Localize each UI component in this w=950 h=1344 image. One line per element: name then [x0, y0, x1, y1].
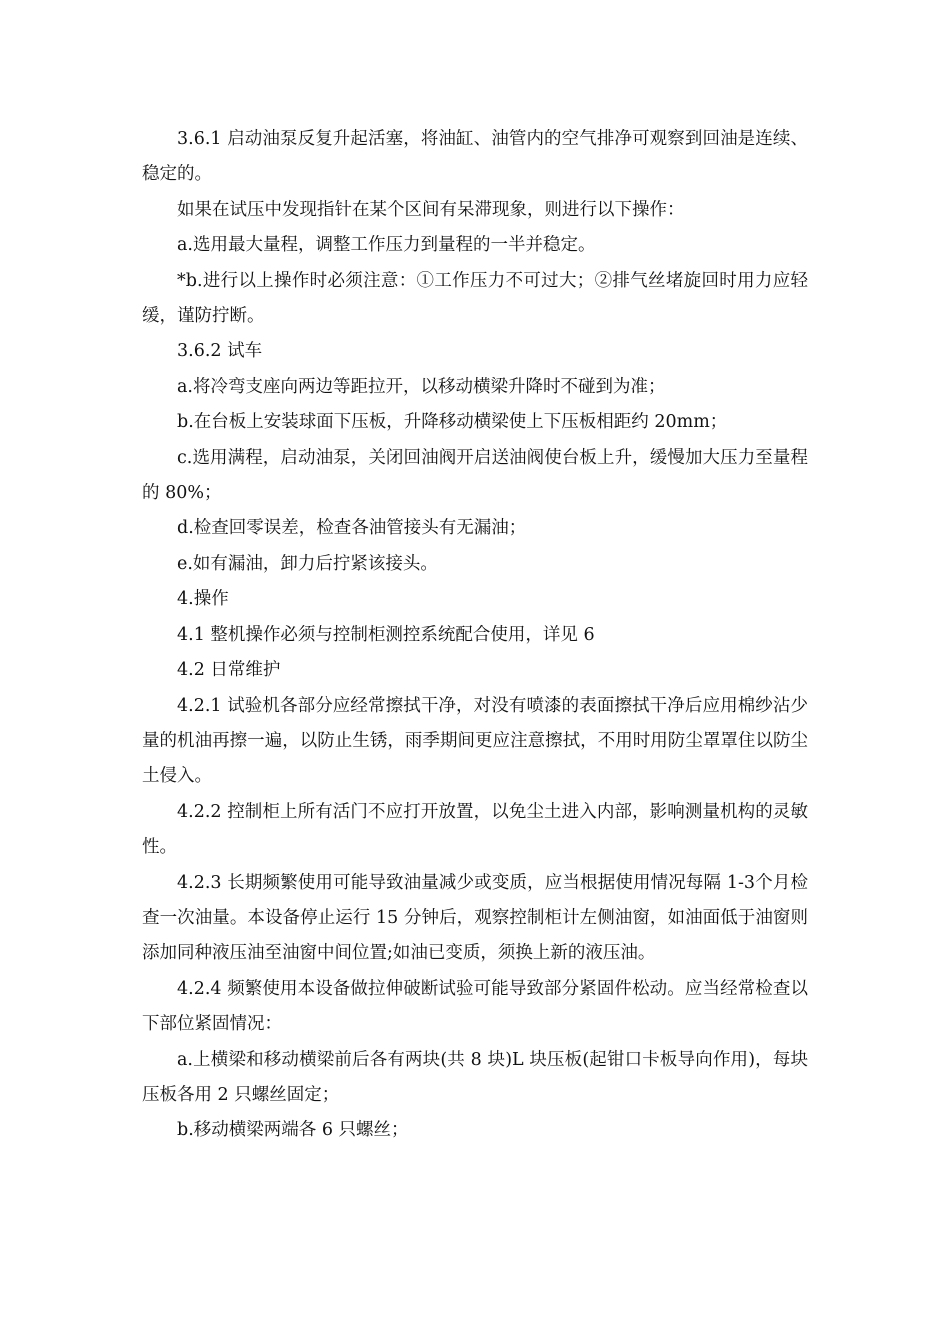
heading-4-operation: 4.操作	[177, 589, 229, 610]
heading-4-2-maintenance: 4.2 日常维护	[177, 660, 281, 681]
paragraph-test-e: e.如有漏油，卸力后拧紧该接头。	[177, 553, 438, 574]
paragraph-3-6-1: 3.6.1 启动油泵反复升起活塞，将油缸、油管内的空气排净可观察到回油是连续、稳定的。	[142, 129, 808, 185]
paragraph-fastener-a: a.上横梁和移动横梁前后各有两块(共 8 块)L 块压板(起钳口卡板导向作用)，每块压板各用 2 只螺丝固定；	[142, 1049, 808, 1105]
paragraph-stagnation-note: 如果在试压中发现指针在某个区间有呆滞现象，则进行以下操作：	[177, 199, 685, 220]
paragraph-4-2-4: 4.2.4 频繁使用本设备做拉伸破断试验可能导致部分紧固件松动。应当经常检查以下部位紧固情况：	[142, 978, 808, 1035]
paragraph-4-1: 4.1 整机操作必须与控制柜测控系统配合使用，详见 6	[177, 624, 595, 645]
paragraph-4-2-2: 4.2.2 控制柜上所有活门不应打开放置，以免尘土进入内部，影响测量机构的灵敏性。	[142, 801, 808, 858]
paragraph-fastener-b: b.移动横梁两端各 6 只螺丝；	[177, 1120, 409, 1141]
paragraph-test-d: d.检查回零误差，检查各油管接头有无漏油；	[177, 518, 527, 539]
document-body	[142, 122, 808, 1149]
paragraph-test-b: b.在台板上安装球面下压板，升降移动横梁使上下压板相距约 20mm；	[177, 412, 728, 433]
paragraph-test-a: a.将冷弯支座向两边等距拉开，以移动横梁升降时不碰到为准；	[177, 376, 666, 397]
paragraph-4-2-1: 4.2.1 试验机各部分应经常擦拭干净，对没有喷漆的表面擦拭干净后应用棉纱沾少量的机油再擦一遍，以防止生锈，雨季期间更应注意擦拭，不用时用防尘罩罩住以防尘土侵入。	[142, 695, 808, 787]
paragraph-step-a: a.选用最大量程，调整工作压力到量程的一半并稳定。	[177, 235, 596, 256]
paragraph-test-c: c.选用满程，启动油泵，关闭回油阀开启送油阀使台板上升，缓慢加大压力至量程的 80%；	[142, 447, 808, 504]
heading-3-6-2-test-run: 3.6.2 试车	[177, 341, 263, 362]
paragraph-4-2-3: 4.2.3 长期频繁使用可能导致油量减少或变质，应当根据使用情况每隔 1-3个月检查一次油量。本设备停止运行 15 分钟后，观察控制柜计左侧油窗，如油面低于油窗则添加同种液压油至油窗中间位置;如油已变质，须换上新的液压油。	[142, 872, 808, 964]
paragraph-step-b-caution: *b.进行以上操作时必须注意：①工作压力不可过大；②排气丝堵旋回时用力应轻缓，谨防拧断。	[142, 270, 808, 327]
